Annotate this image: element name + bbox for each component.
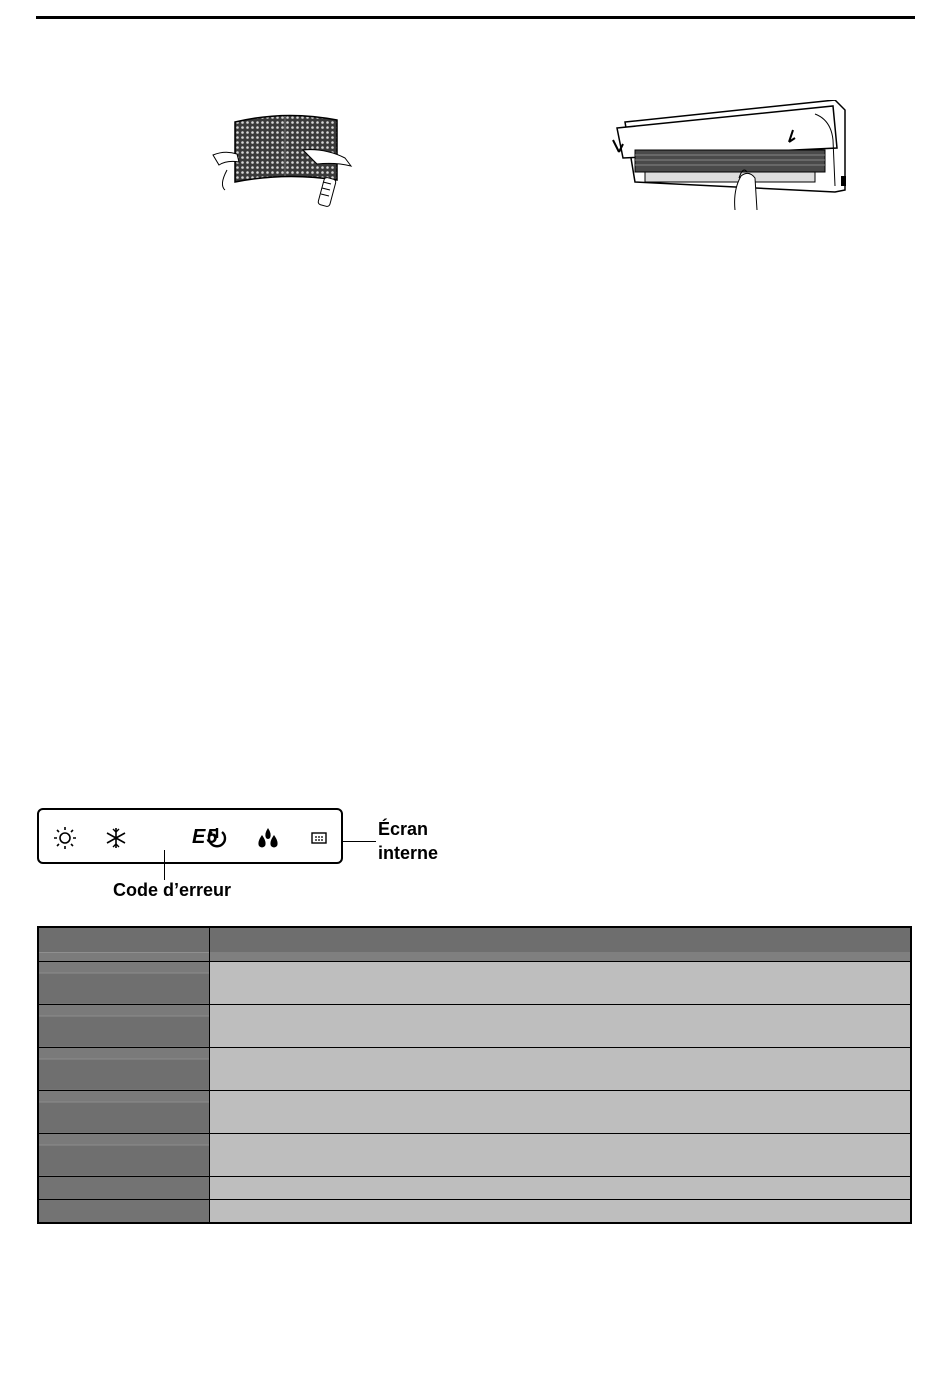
top-rule — [36, 16, 915, 19]
table-cell — [210, 1199, 912, 1223]
table-cell — [38, 1199, 210, 1223]
error-code-table — [37, 926, 912, 1224]
table-row — [38, 1004, 911, 1047]
table-row — [38, 961, 911, 1004]
table-cell — [210, 1004, 912, 1047]
table-header-cell — [38, 927, 210, 961]
table-cell — [38, 1047, 210, 1090]
table-row — [38, 1199, 911, 1223]
display-icon — [307, 826, 331, 850]
table-cell — [38, 1133, 210, 1176]
error-code-display: E5 — [192, 826, 219, 848]
table-row — [38, 1133, 911, 1176]
table-row — [38, 1090, 911, 1133]
table-cell — [210, 961, 912, 1004]
table-cell — [210, 1176, 912, 1199]
table-cell — [210, 1090, 912, 1133]
table-cell — [210, 1133, 912, 1176]
table-cell — [38, 1176, 210, 1199]
snowflake-icon — [104, 826, 128, 850]
filter-cleaning-illustration — [205, 110, 360, 210]
table-cell — [38, 1090, 210, 1133]
table-header-row — [38, 927, 911, 961]
sun-icon — [53, 826, 77, 850]
power-icon — [205, 826, 229, 850]
indoor-unit-illustration — [605, 100, 855, 210]
indoor-display-panel — [37, 808, 343, 864]
table-cell — [210, 1047, 912, 1090]
screen-label-line1: Écran — [378, 819, 429, 839]
table-cell — [38, 961, 210, 1004]
screen-leader-line — [343, 841, 376, 842]
screen-label-line2: interne — [378, 843, 439, 863]
error-code-label: Code d’erreur — [113, 880, 232, 900]
drops-icon — [256, 826, 280, 850]
table-header-cell — [210, 927, 912, 961]
code-leader-line — [164, 850, 165, 880]
table-row — [38, 1047, 911, 1090]
table-row — [38, 1176, 911, 1199]
table-cell — [38, 1004, 210, 1047]
